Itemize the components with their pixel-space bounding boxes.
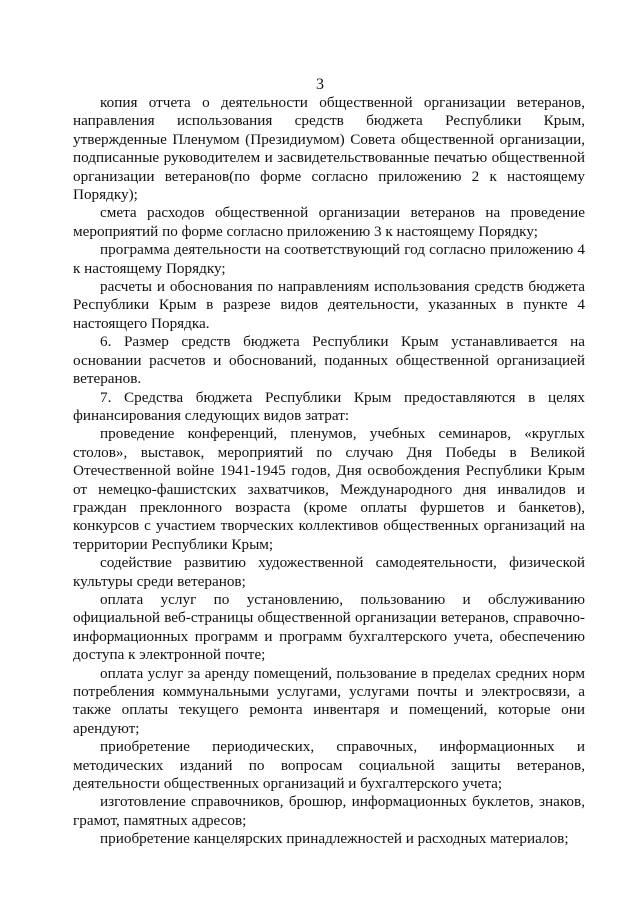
paragraph-activity-program: программа деятельности на соответствующий год согласно приложению 4 к настоящему Порядку;	[73, 241, 585, 277]
page-number: 3	[316, 76, 324, 93]
paragraph-web-services: оплата услуг по установлению, пользованию и обслуживанию официальной веб-страницы общественной организации ветеранов, справочно-информационных программ и программ бухгалтерского учета, обеспечению доступа к электронной почте;	[73, 590, 585, 664]
paragraph-calculations: расчеты и обоснования по направлениям использования средств бюджета Республики Крым в разрезе видов деятельности, указанных в пункте 4 настоящего Порядка.	[73, 278, 585, 332]
paragraph-printing: изготовление справочников, брошюр, информационных буклетов, знаков, грамот, памятных адресов;	[73, 793, 585, 829]
paragraph-amateur-arts: содействие развитию художественной самодеятельности, физической культуры среди ветеранов;	[73, 554, 585, 590]
paragraph-item-7: 7. Средства бюджета Республики Крым предоставляются в целях финансирования следующих видов затрат:	[73, 388, 585, 424]
paragraph-rent-utilities: оплата услуг за аренду помещений, пользование в пределах средних норм потребления коммунальными услугами, услугами почты и электросвязи, а также оплаты текущего ремонта инвентаря и помещений, которые они арендуют;	[73, 664, 585, 737]
paragraph-expense-estimate: смета расходов общественной организации ветеранов на проведение мероприятий по форме согласно приложению 3 к настоящему Порядку;	[73, 204, 585, 240]
paragraph-item-6: 6. Размер средств бюджета Республики Крым устанавливается на основании расчетов и обоснований, поданных общественной организацией ветеранов.	[73, 333, 585, 388]
paragraph-conferences: проведение конференций, пленумов, учебных семинаров, «круглых столов», выставок, мероприятий по случаю Дня Победы в Великой Отечественной войне 1941-1945 годов, Дня освобождения Республики Крым от немецко-фашистских захватчиков, Международного дня инвалидов и граждан преклонного возраста (кроме оплаты фуршетов и банкетов), конкурсов с участием творческих коллективов общественных организаций на территории Республики Крым;	[73, 425, 585, 553]
paragraph-stationery: приобретение канцелярских принадлежностей и расходных материалов;	[100, 830, 569, 848]
paragraph-report-copy: копия отчета о деятельности общественной организации ветеранов, направления использования средств бюджета Республики Крым, утвержденные Пленумом (Президиумом) Совета общественной организации, подписанные руководителем и засвидетельствованные печатью общественной организации ветеранов(по форме согласно приложению 2 к настоящему Порядку);	[73, 94, 585, 204]
paragraph-periodicals: приобретение периодических, справочных, информационных и методических изданий по вопросам социальной защиты ветеранов, деятельности общественных организаций и бухгалтерского учета;	[73, 738, 585, 793]
document-body	[73, 94, 585, 849]
